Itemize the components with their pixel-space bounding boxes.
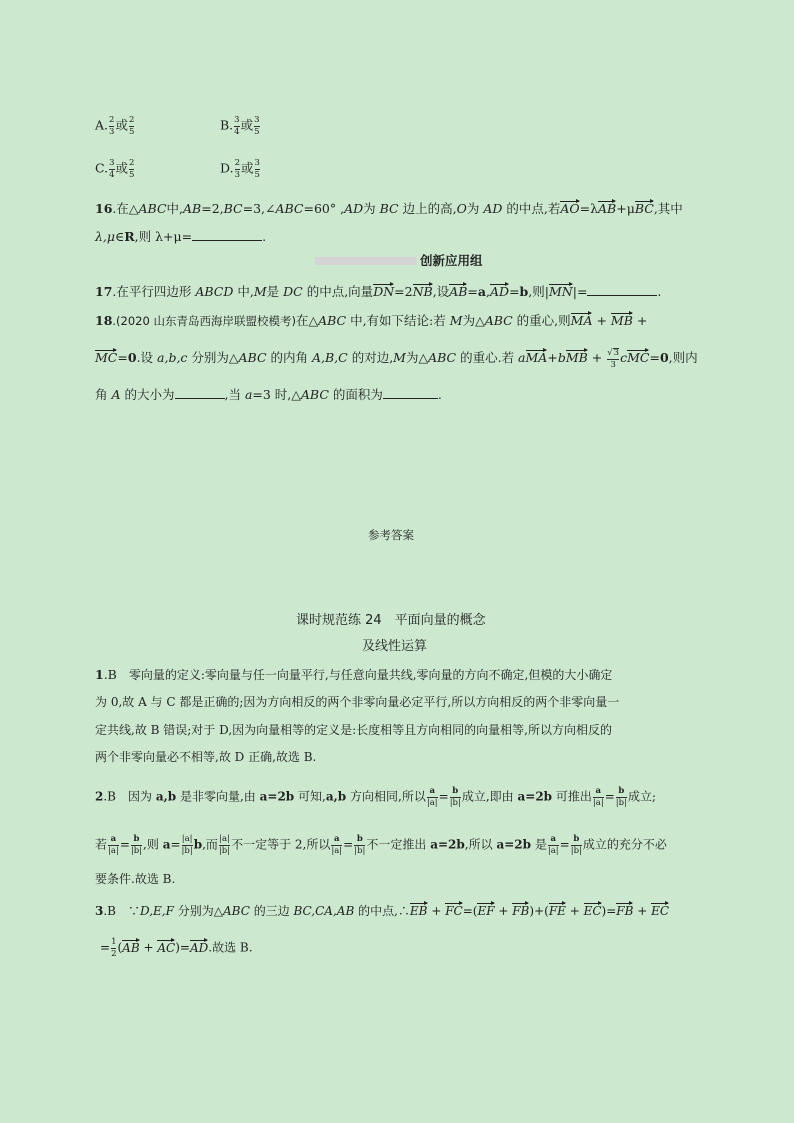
answer-1-line2: 为 0,故 A 与 C 都是正确的;因为方向相反的两个非零向量必定平行,所以方向相反的两个非零向量一 xyxy=(95,695,620,709)
option-a: A. $\frac{2}{3}$ 或 $\frac{2}{5}$ xyxy=(95,115,135,137)
vector-mc: MC xyxy=(627,350,650,365)
answer-1-line1: 1.B 零向量的定义:零向量与任一向量平行,与任意向量共线,零向量的方向不确定,但模的大小确定 xyxy=(95,667,613,682)
answer-2-line3: 要条件.故选 B. xyxy=(95,872,176,886)
question-18-line2: MC=0.设 a,b,c 分别为△ABC 的内角 A,B,C 的对边,M为△ABC 的重心.若 aMA+bMB + $\frac{√3}{3}$ cMC=0,则内 xyxy=(95,348,698,370)
question-17: 17.在平行四边形 ABCD 中,M是 DC 的中点,向量DN=2NB,设AB=a,AD=b,则|MN|= . xyxy=(95,284,662,299)
vector-dn: DN xyxy=(373,284,395,299)
answer-2-line1: 2.B 因为 a,b 是非零向量,由 a=2b 可知,a,b 方向相同,所以 $\frac{a}{|a|}$ = $\frac{b}{|b|}$ 成立,即由 a=2b 可推出 $\frac{a}{|a|}$ = $\frac{b}{|b|}$ 成立; xyxy=(95,786,656,808)
option-b: B. $\frac{3}{4}$ 或 $\frac{3}{5}$ xyxy=(220,115,260,137)
option-c: C. $\frac{3}{4}$ 或 $\frac{2}{5}$ xyxy=(95,158,135,180)
vector-bc: BC xyxy=(634,201,654,216)
vector-ma: MA xyxy=(570,313,593,328)
answer-1-line3: 定共线,故 B 错误;对于 D,因为向量相等的定义是:长度相等且方向相同的向量相等,所以方向相反的 xyxy=(95,723,612,737)
option-d: D. $\frac{2}{3}$ 或 $\frac{3}{5}$ xyxy=(220,158,260,180)
answer-3-line2: = $\frac{1}{2}$ (AB + AC)=AD.故选 B. xyxy=(100,937,253,959)
lesson-title-1: 课时规范练 24 平面向量的概念 xyxy=(296,613,486,628)
answer-title: 参考答案 xyxy=(368,528,414,542)
vector-mn: MN xyxy=(548,284,573,299)
question-18-line3: 角 A 的大小为 ,当 a=3 时,△ABC 的面积为 . xyxy=(95,387,442,402)
answer-2-line2: 若 $\frac{a}{|a|}$ = $\frac{b}{|b|}$ ,则 a= $\frac{|a|}{|b|}$ b,而 $\frac{|a|}{|b|}$ 不一定等于 2,所以 $\frac{a}{|a|}$ = $\frac{b}{|b|}$ 不一定推出 a=2b,所以 a=2b 是 $\frac{a}{|a|}$ = $\frac{b}{|b|}$ 成立的充分不必 xyxy=(95,834,667,856)
option-a-frac2: $\frac{2}{5}$ xyxy=(128,115,135,137)
question-16-line2: λ,μ∈R,则 λ+μ= . xyxy=(95,229,267,244)
answer-blank[interactable] xyxy=(175,388,225,399)
vector-ad: AD xyxy=(490,284,510,299)
answer-blank[interactable] xyxy=(587,285,657,296)
vector-ab: AB xyxy=(598,201,617,216)
question-number: 17 xyxy=(95,284,113,299)
vector-ma: MA xyxy=(525,350,548,365)
vector-ab: AB xyxy=(449,284,468,299)
question-16-line1: 16.在△ABC中,AB=2,BC=3,∠ABC=60° ,AD为 BC 边上的高,O为 AD 的中点,若AO=λAB+μBC,其中 xyxy=(95,201,683,216)
section-title: 创新应用组 xyxy=(420,253,483,268)
vector-mc: MC xyxy=(95,350,118,365)
question-number: 16 xyxy=(95,201,113,216)
vector-mb: MB xyxy=(610,313,633,328)
question-18-line1: 18.(2020 山东青岛西海岸联盟校模考)在△ABC 中,有如下结论:若 M为△ABC 的重心,则MA + MB + xyxy=(95,313,648,328)
question-number: 18 xyxy=(95,313,113,328)
sqrt3-over-3: $\frac{√3}{3}$ xyxy=(607,348,620,370)
answer-1-line4: 两个非零向量必不相等,故 D 正确,故选 B. xyxy=(95,750,317,764)
lesson-title-2: 及线性运算 xyxy=(362,639,428,654)
vector-nb: NB xyxy=(412,284,433,299)
option-a-label: A. xyxy=(95,117,109,133)
vector-ao: AO xyxy=(560,201,580,216)
answer-blank[interactable] xyxy=(383,388,438,399)
answer-3-line1: 3.B ∵D,E,F 分别为△ABC 的三边 BC,CA,AB 的中点,∴EB + FC=(EF + FB)+(FE + EC)=FB + EC xyxy=(95,904,670,918)
answer-blank[interactable] xyxy=(192,230,262,241)
option-a-frac1: $\frac{2}{3}$ xyxy=(109,115,115,137)
vector-mb: MB xyxy=(565,350,588,365)
section-bar xyxy=(315,257,417,265)
